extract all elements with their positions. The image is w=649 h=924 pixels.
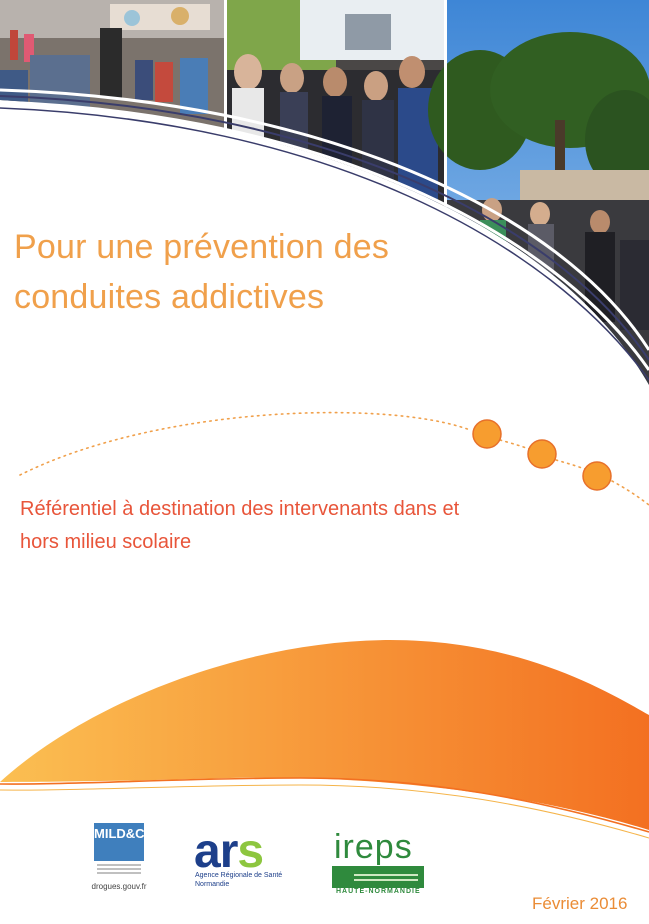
publication-date: Février 2016 bbox=[532, 894, 628, 913]
title-line: conduites addictives bbox=[14, 278, 325, 316]
title-line: Pour une prévention des bbox=[14, 228, 390, 266]
ars-logo-region: Normandie bbox=[195, 881, 230, 888]
document-title bbox=[14, 222, 389, 322]
ireps-logo bbox=[332, 828, 424, 895]
mildeca-url: drogues.gouv.fr bbox=[91, 882, 147, 891]
ireps-logo-region: HAUTE-NORMANDIE bbox=[336, 888, 421, 895]
ars-logo bbox=[192, 825, 298, 892]
subtitle-line: Référentiel à destination des intervenants dans et bbox=[20, 498, 460, 520]
document-subtitle bbox=[20, 493, 459, 559]
ireps-logo-wordmark: ireps bbox=[334, 828, 413, 866]
photo-collage bbox=[0, 0, 649, 400]
ars-logo-wordmark: ars bbox=[194, 825, 264, 878]
mildeca-logo-mark: MILD&CA bbox=[94, 823, 144, 861]
dotted-arc-decoration bbox=[20, 413, 649, 505]
mildeca-logo bbox=[90, 822, 154, 892]
mildeca-logo-caption-lines bbox=[94, 863, 144, 879]
orange-wave-band bbox=[0, 640, 649, 838]
ars-logo-agency-name: Agence Régionale de Santé bbox=[195, 872, 283, 879]
subtitle-line: hors milieu scolaire bbox=[20, 531, 192, 553]
ireps-logo-band bbox=[332, 866, 424, 888]
